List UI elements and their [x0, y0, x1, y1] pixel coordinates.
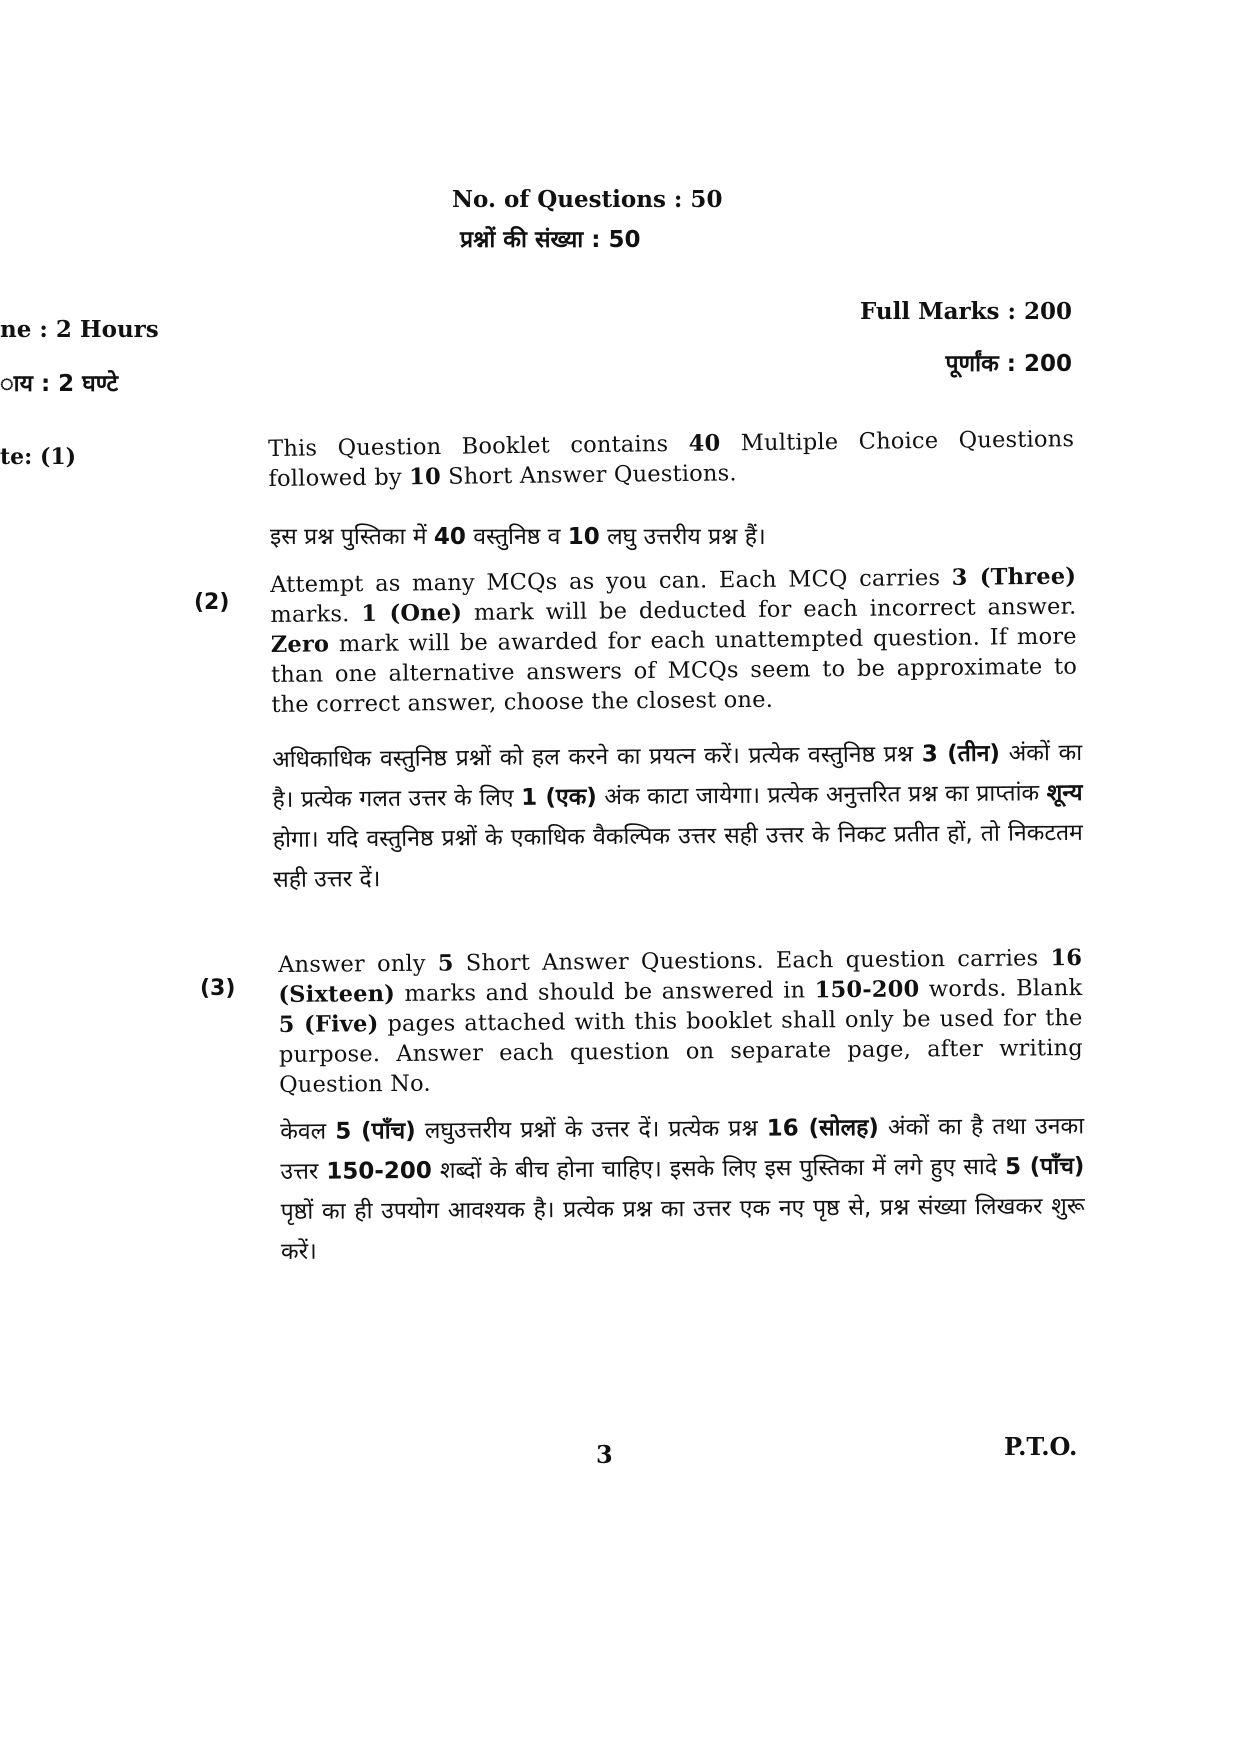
note-3-hindi: केवल 5 (पाँच) लघुउत्तरीय प्रश्नों के उत्तर दें। प्रत्येक प्रश्न 16 (सोलह) अंकों का है तथा उनका उत्तर 150-200 शब्दों के बीच होना चाहिए। इसके लिए इस पुस्तिका में लगे हुए सादे 5 (पाँच) पृष्ठों का ही उपयोग आवश्यक है। प्रत्येक प्रश्न का उत्तर एक नए पृष्ठ से, प्रश्न संख्या लिखकर शुरू करें। [280, 1113, 1085, 1265]
time-english: ne : 2 Hours [0, 316, 159, 343]
note-1-hindi: इस प्रश्न पुस्तिका में 40 वस्तुनिष्ठ व 10 लघु उत्तरीय प्रश्न हैं। [270, 524, 766, 550]
note-item-number-3: (3) [200, 976, 236, 1001]
please-turn-over: P.T.O. [1004, 1432, 1078, 1461]
full-marks-hindi: पूर्णांक : 200 [945, 351, 1072, 377]
questions-count-hindi: प्रश्नों की संख्या : 50 [460, 227, 641, 253]
questions-count-english: No. of Questions : 50 [452, 186, 723, 213]
note-3-english: Answer only 5 Short Answer Questions. Each question carries 16 (Sixteen) marks and should be answered in 150-200 words. Blank 5 (Five) pages attached with this booklet shall only be used for the purpose. Answer each question on separate page, after writing Question No. [278, 944, 1083, 1098]
note-1-english: This Question Booklet contains 40 Multiple Choice Questions followed by 10 Short Answer Questions. [268, 426, 1075, 492]
note-item-number-2: (2) [194, 590, 230, 615]
note-label: te: (1) [0, 444, 77, 470]
note-2-english: Attempt as many MCQs as you can. Each MCQ carries 3 (Three) marks. 1 (One) mark will be deducted for each incorrect answer. Zero mark will be awarded for each unattempted question. If more than one alternative answers of MCQs seem to be approximate to the correct answer, choose the closest one. [270, 563, 1078, 718]
page-number: 3 [596, 1440, 613, 1469]
note-2-hindi: अधिकाधिक वस्तुनिष्ठ प्रश्नों को हल करने का प्रयत्न करें। प्रत्येक वस्तुनिष्ठ प्रश्न 3 (तीन) अंकों का है। प्रत्येक गलत उत्तर के लिए 1 (एक) अंक काटा जायेगा। प्रत्येक अनुत्तरित प्रश्न का प्राप्तांक शून्य होगा। यदि वस्तुनिष्ठ प्रश्नों के एकाधिक वैकल्पिक उत्तर सही उत्तर के निकट प्रतीत हों, तो निकटतम सही उत्तर दें। [272, 739, 1083, 893]
time-hindi: ाय : 2 घण्टे [0, 371, 119, 397]
full-marks-english: Full Marks : 200 [859, 298, 1072, 325]
